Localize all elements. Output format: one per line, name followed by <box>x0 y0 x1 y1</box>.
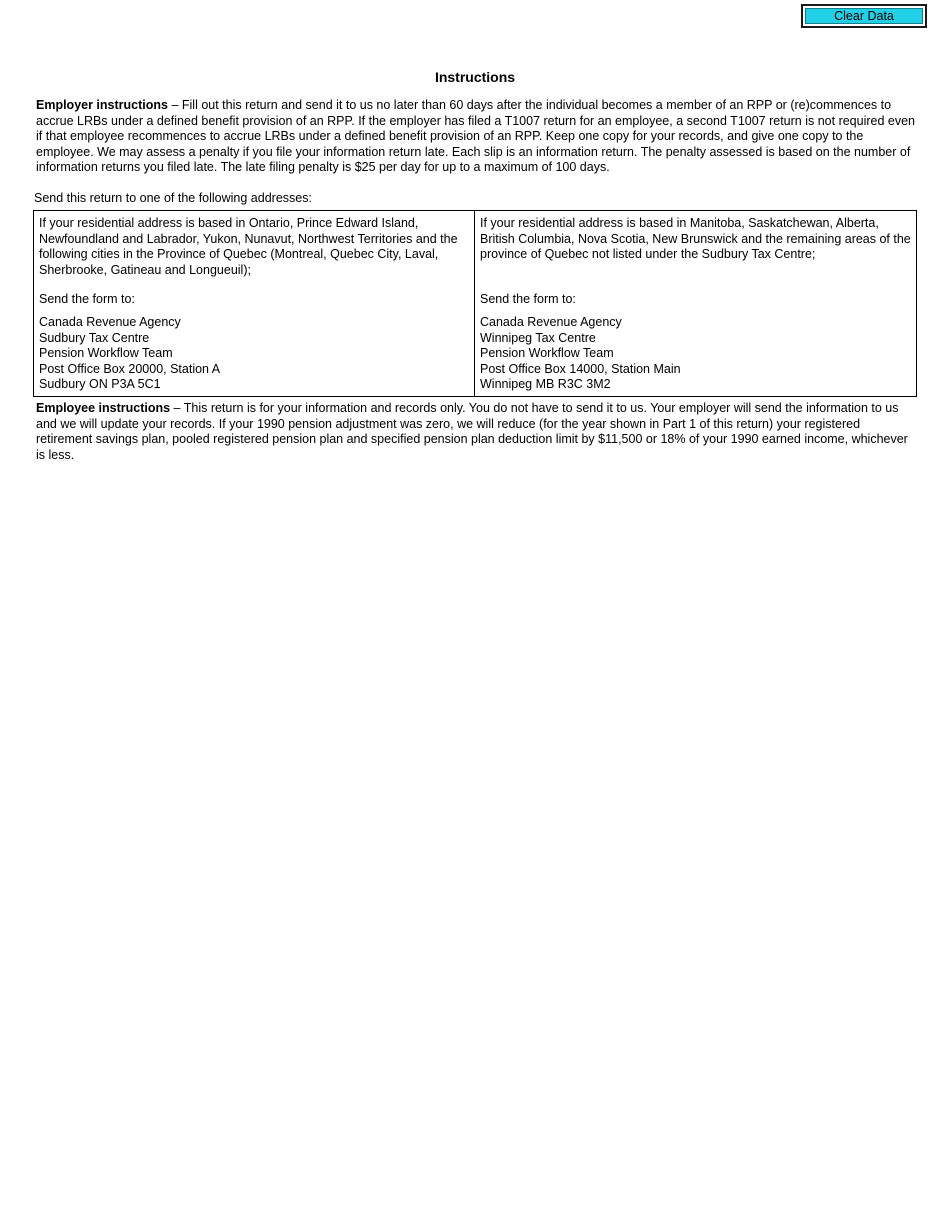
address-intro: If your residential address is based in Manitoba, Saskatchewan, Alberta, British Columbia, Nova Scotia, New Brunswick and the remaining areas of the province of Quebec not listed under the Sudbury Tax Centre; <box>480 216 911 262</box>
address-line: Canada Revenue Agency <box>480 315 622 329</box>
address-line: Winnipeg MB R3C 3M2 <box>480 377 611 392</box>
send-form-label: Send the form to: <box>39 292 135 306</box>
clear-data-label: Clear Data <box>805 8 923 24</box>
address-column-winnipeg <box>475 211 916 396</box>
employer-instructions-text: – Fill out this return and send it to us no later than 60 days after the individual becomes a member of an RPP or (re)commences to accrue LRBs under a defined benefit provision of an RPP. If the employer has filed a T1007 return for an employee, a second T1007 return is not required even if that employee recommences to accrue LRBs under a defined benefit provision of an RPP. Keep one copy for your records, and give one copy to the employee. We may assess a penalty if you file your information return late. Each slip is an information return. The penalty assessed is based on the number of information returns you filed late. The late filing penalty is $25 per day for up to a maximum of 100 days. <box>36 98 916 175</box>
send-form-label: Send the form to: <box>480 292 576 306</box>
employee-instructions <box>36 401 916 463</box>
employer-instructions <box>36 98 916 176</box>
employer-instructions-heading: Employer instructions <box>36 98 168 112</box>
clear-data-button[interactable] <box>801 4 927 28</box>
mailing-address <box>39 315 469 393</box>
address-line: Sudbury Tax Centre <box>39 330 150 345</box>
address-line: Winnipeg Tax Centre <box>480 330 596 345</box>
send-return-intro: Send this return to one of the following addresses: <box>34 191 312 205</box>
address-line: Post Office Box 20000, Station A <box>39 361 221 376</box>
address-line: Sudbury ON P3A 5C1 <box>39 377 161 392</box>
address-table <box>33 210 917 397</box>
page-title: Instructions <box>434 69 516 85</box>
address-column-sudbury <box>34 211 475 396</box>
employee-instructions-heading: Employee instructions <box>36 401 171 415</box>
address-line: Pension Workflow Team <box>480 346 614 361</box>
address-line: Canada Revenue Agency <box>39 315 181 329</box>
employee-instructions-text: – This return is for your information and records only. You do not have to send it to us. Your employer will send the information to us and we will update your records. If your 1990 pension adjustment was zero, we will reduce (for the year shown in Part 1 of this return) your registered retirement savings plan, pooled registered pension plan and specified pension plan deduction limit by $11,500 or 18% of your 1990 earned income, whichever is less. <box>36 401 908 462</box>
address-intro: If your residential address is based in Ontario, Prince Edward Island, Newfoundland and Labrador, Yukon, Nunavut, Northwest Territories and the following cities in the Province of Quebec (Montreal, Quebec City, Laval, Sherbrooke, Gatineau and Longueuil); <box>39 216 458 277</box>
address-line: Pension Workflow Team <box>39 346 173 361</box>
mailing-address <box>480 315 911 393</box>
address-line: Post Office Box 14000, Station Main <box>480 361 681 376</box>
